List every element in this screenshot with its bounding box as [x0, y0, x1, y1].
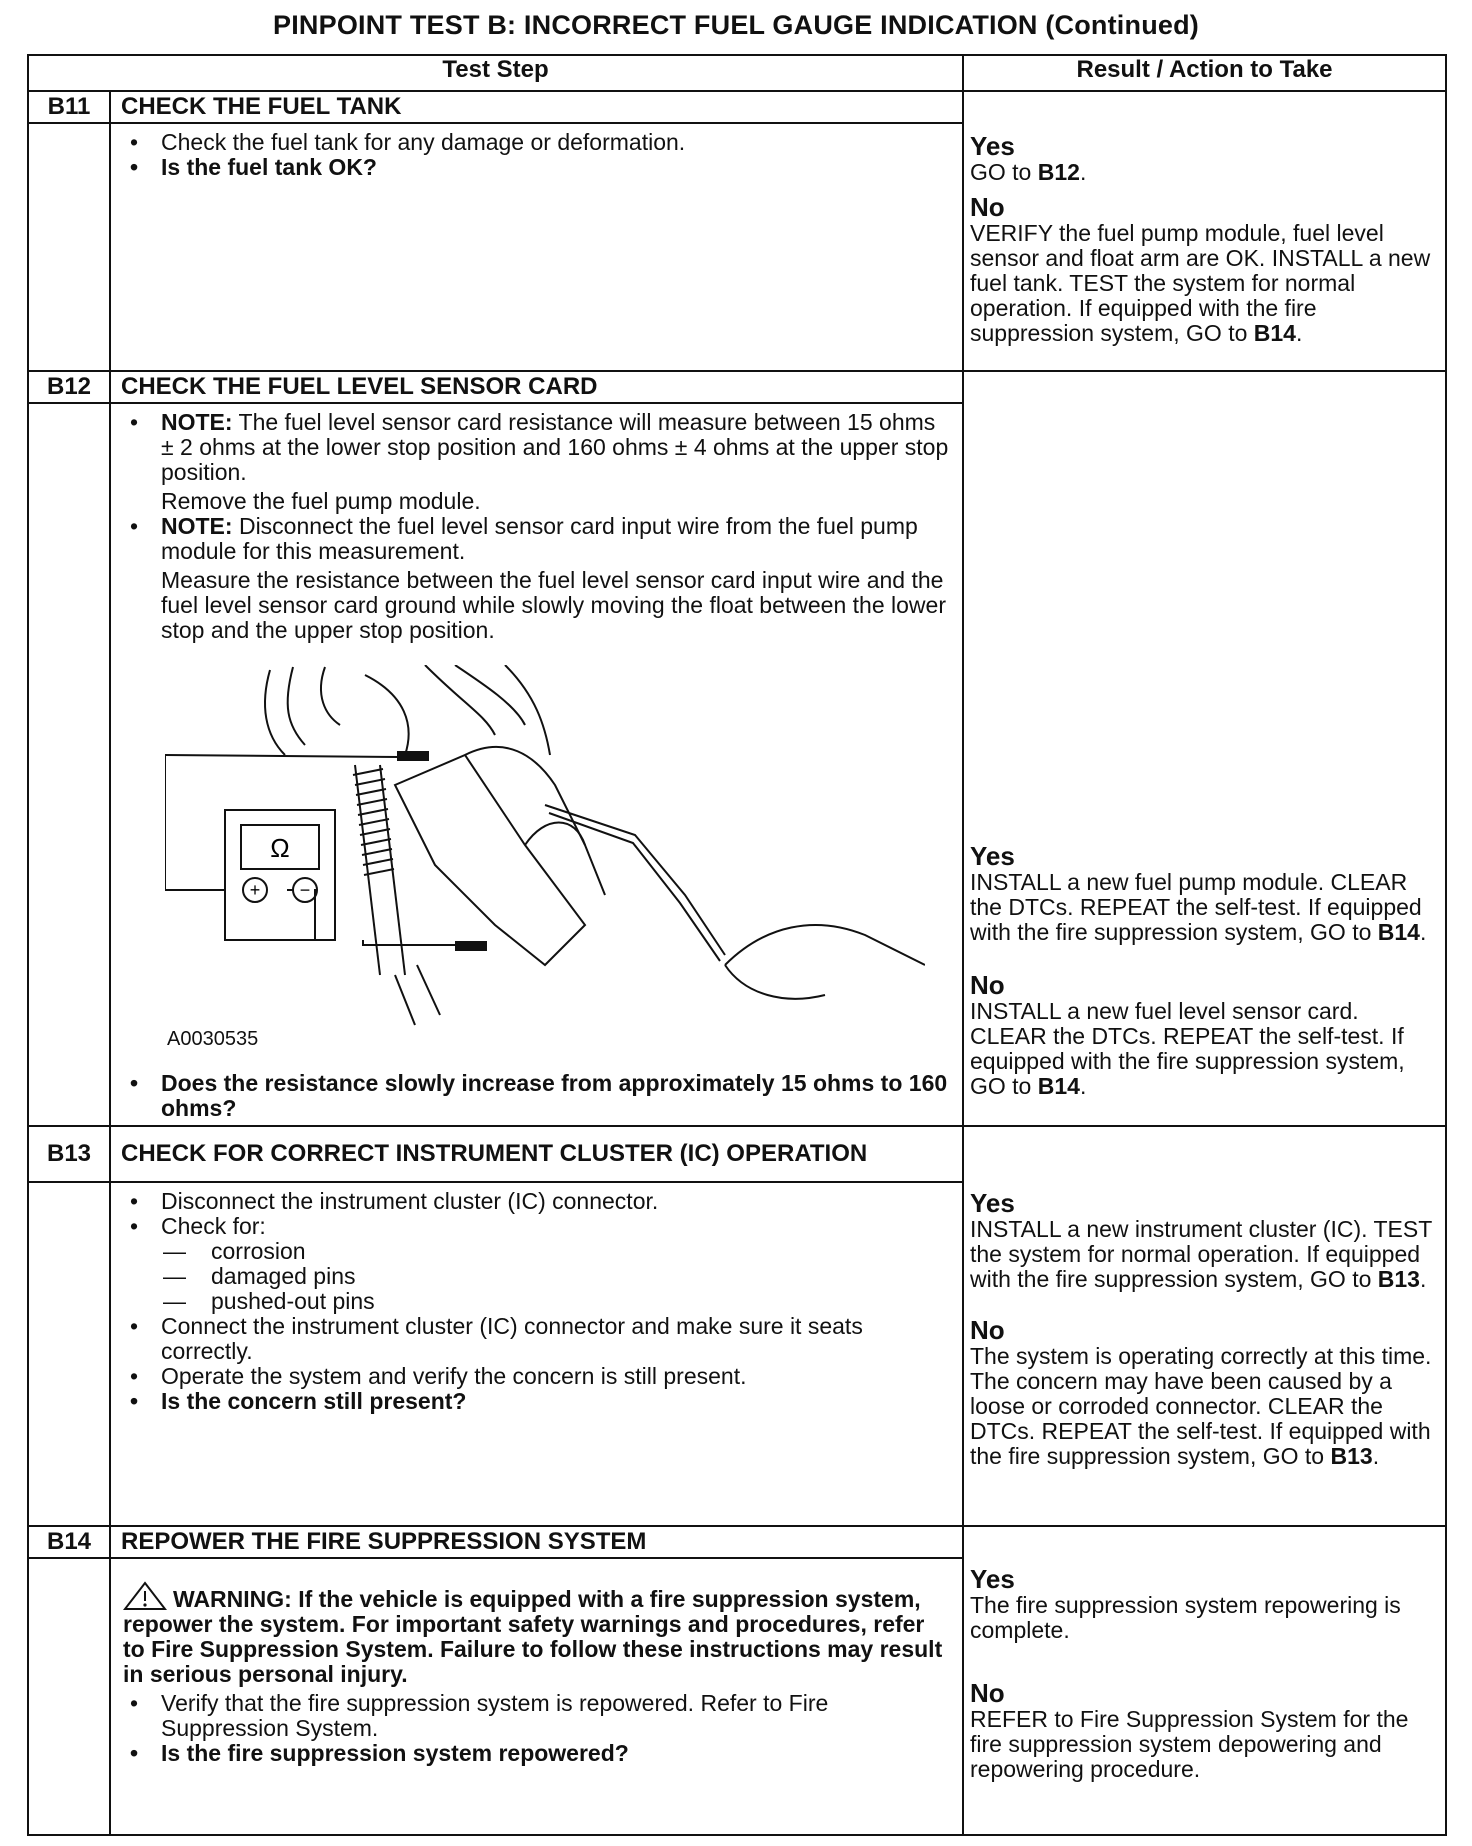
no-action: INSTALL a new fuel level sensor card. CLEAR the DTCs. REPEAT the self-test. If equipped with the fire suppression system, GO to B14.: [970, 998, 1405, 1099]
no-action: REFER to Fire Suppression System for the fire suppression system depowering and repowering procedure.: [970, 1706, 1409, 1782]
step-b11-content: [110, 123, 963, 371]
step-id: B11: [28, 91, 110, 123]
step-b11-result: [963, 91, 1446, 371]
list-item: • Check for:: [123, 1214, 950, 1239]
step-name: CHECK THE FUEL TANK: [110, 91, 963, 123]
figure-id: A0030535: [167, 1028, 259, 1050]
step-id-spacer: [28, 1558, 110, 1835]
yes-action: GO to B12.: [970, 159, 1087, 185]
sub-list-item: — damaged pins: [123, 1264, 950, 1289]
list-item: • Connect the instrument cluster (IC) connector and make sure it seats correctly.: [123, 1314, 950, 1364]
yes-action: INSTALL a new fuel pump module. CLEAR the DTCs. REPEAT the self-test. If equipped with the fire suppression system, GO to B14.: [970, 869, 1427, 945]
yes-label: Yes: [970, 1188, 1015, 1218]
step-b14-title-row: [28, 1526, 1446, 1558]
meter-plus-terminal: +: [249, 880, 261, 900]
step-b12-title-row: [28, 371, 1446, 403]
step-id: B12: [28, 371, 110, 403]
no-action: The system is operating correctly at this time. The concern may have been caused by a loose or corroded connector. CLEAR the DTCs. REPEAT the self-test. If equipped with the fire suppression system, GO to B13.: [970, 1343, 1432, 1469]
fuel-level-sensor-diagram: [165, 665, 925, 1065]
step-id-spacer: [28, 403, 110, 1126]
list-item-question: • Is the concern still present?: [123, 1389, 950, 1414]
step-b13-content: [110, 1182, 963, 1526]
header-result: Result / Action to Take: [963, 55, 1446, 91]
list-item: • Check the fuel tank for any damage or deformation.: [123, 130, 950, 155]
step-b13-result: [963, 1126, 1446, 1526]
no-label: No: [970, 970, 1005, 1000]
table-header-row: [28, 55, 1446, 91]
yes-action: The fire suppression system repowering is complete.: [970, 1592, 1401, 1643]
page-title: PINPOINT TEST B: INCORRECT FUEL GAUGE INDICATION (Continued): [273, 10, 1199, 40]
pinpoint-test-table: [27, 54, 1447, 1836]
step-id-spacer: [28, 123, 110, 371]
list-item-question: • Is the fire suppression system repowered?: [123, 1741, 950, 1766]
step-id: B14: [28, 1526, 110, 1558]
meter-minus-terminal: −: [299, 880, 311, 900]
list-item-question: • Does the resistance slowly increase from approximately 15 ohms to 160 ohms?: [123, 1071, 950, 1121]
list-item-note: • NOTE: Disconnect the fuel level sensor card input wire from the fuel pump module for this measurement.: [123, 514, 950, 564]
diagram-illustration: [165, 665, 925, 1055]
warning-text: WARNING: If the vehicle is equipped with a fire suppression system, repower the system. For important safety warnings and procedures, refer to Fire Suppression System. Failure to follow these instructions may result in serious personal injury.: [123, 1586, 943, 1687]
no-label: No: [970, 1678, 1005, 1708]
list-item: • Operate the system and verify the concern is still present.: [123, 1364, 950, 1389]
no-label: No: [970, 192, 1005, 222]
step-id-spacer: [28, 1182, 110, 1526]
list-item: Remove the fuel pump module.: [161, 488, 481, 514]
no-label: No: [970, 1315, 1005, 1345]
step-b14-result: [963, 1526, 1446, 1835]
step-name: REPOWER THE FIRE SUPPRESSION SYSTEM: [110, 1526, 963, 1558]
step-name: CHECK FOR CORRECT INSTRUMENT CLUSTER (IC) OPERATION: [110, 1126, 963, 1182]
yes-label: Yes: [970, 131, 1015, 161]
list-item: Measure the resistance between the fuel level sensor card input wire and the fuel level sensor card ground while slowly moving the float between the lower stop and the upper stop position.: [161, 567, 946, 643]
no-action: VERIFY the fuel pump module, fuel level sensor and float arm are OK. INSTALL a new fuel tank. TEST the system for normal operation. If equipped with the fire suppression system, GO to B14.: [970, 220, 1431, 346]
header-test-step: Test Step: [28, 55, 963, 91]
yes-label: Yes: [970, 841, 1015, 871]
yes-label: Yes: [970, 1564, 1015, 1594]
list-item: • Disconnect the instrument cluster (IC) connector.: [123, 1189, 950, 1214]
warning-block: [123, 1581, 950, 1687]
sub-list-item: — corrosion: [123, 1239, 950, 1264]
step-id: B13: [28, 1126, 110, 1182]
step-b12-content: [110, 403, 963, 1126]
yes-action: INSTALL a new instrument cluster (IC). TEST the system for normal operation. If equipped with the fire suppression system, GO to B13.: [970, 1216, 1432, 1292]
warning-triangle-icon: [123, 1581, 167, 1611]
step-b12-result: [963, 371, 1446, 1126]
ohm-symbol: Ω: [270, 833, 290, 863]
step-name: CHECK THE FUEL LEVEL SENSOR CARD: [110, 371, 963, 403]
step-b14-content: [110, 1558, 963, 1835]
step-b11-title-row: [28, 91, 1446, 123]
step-b13-title-row: [28, 1126, 1446, 1182]
sub-list-item: — pushed-out pins: [123, 1289, 950, 1314]
list-item-note: • NOTE: The fuel level sensor card resistance will measure between 15 ohms ± 2 ohms at the lower stop position and 160 ohms ± 4 ohms at the upper stop position.: [123, 410, 950, 485]
list-item-question: • Is the fuel tank OK?: [123, 155, 950, 180]
list-item: • Verify that the fire suppression system is repowered. Refer to Fire Suppression System.: [123, 1691, 950, 1741]
